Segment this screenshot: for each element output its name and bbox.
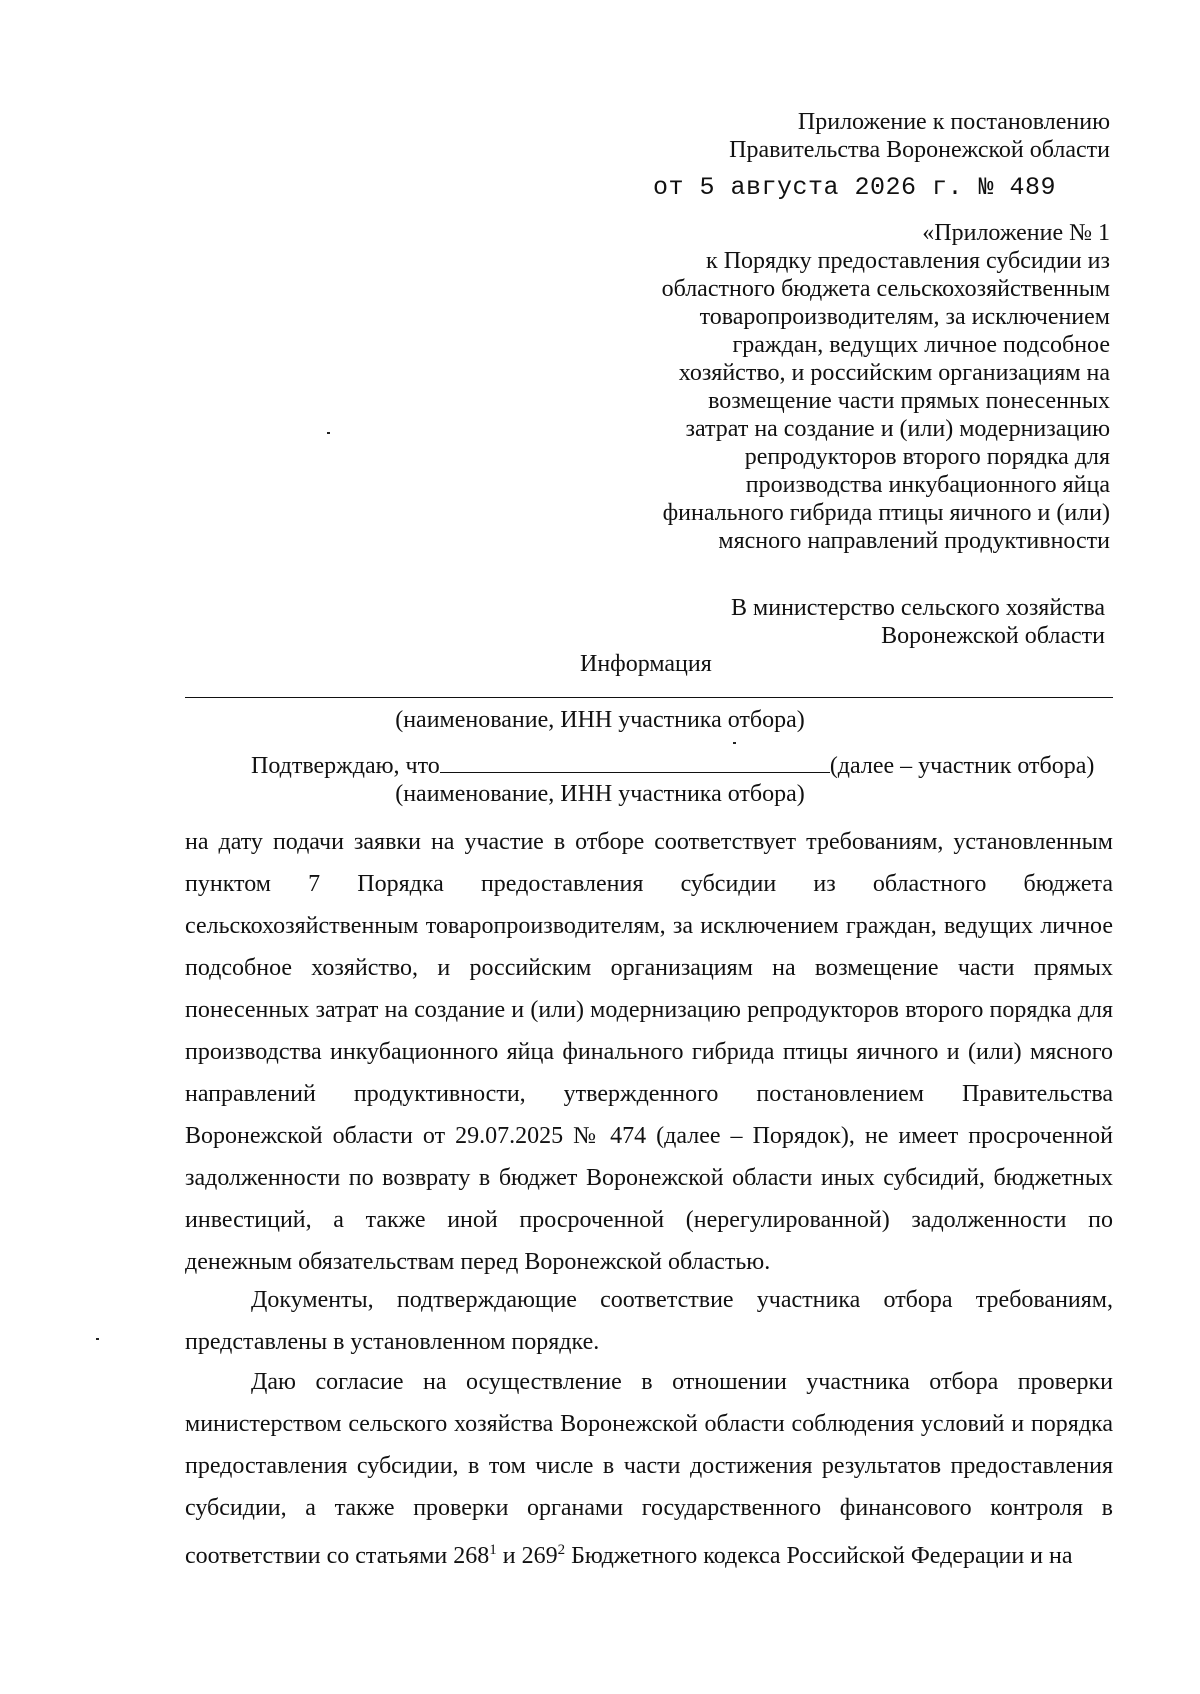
order-reference-line: товаропроизводителям, за исключением	[699, 304, 1110, 330]
order-reference-line: областного бюджета сельскохозяйственным	[661, 276, 1110, 302]
order-reference-line: к Порядку предоставления субсидии из	[706, 248, 1110, 274]
fill-in-caption: (наименование, ИНН участника отбора)	[395, 707, 805, 733]
appendix-header-line: Приложение к постановлению	[797, 109, 1110, 135]
order-reference-line: мясного направлений продуктивности	[718, 528, 1110, 554]
paragraph-documents-text: Документы, подтверждающие соответствие участника отбора требованиям, представлены в установленном порядке.	[185, 1287, 1113, 1355]
paragraph-consent-end: Бюджетного кодекса Российской Федерации и на	[565, 1543, 1073, 1569]
order-reference-line: возмещение части прямых понесенных	[708, 388, 1110, 414]
scan-speck	[96, 1338, 99, 1340]
order-reference-line: хозяйство, и российским организациям на	[678, 360, 1110, 386]
confirmation-row	[185, 752, 1113, 780]
superscript: 1	[489, 1542, 497, 1558]
paragraph-compliance: на дату подачи заявки на участие в отборе соответствует требованиям, установленным пунктом 7 Порядка предоставления субсидии из областного бюджета сельскохозяйственным товаропроизводителям, за исключением граждан, ведущих личное подсобное хозяйство, и российским организациям на возмещение части прямых понесенных затрат на создание и (или) модернизацию репродукторов второго порядка для производства инкубационного яйца финального гибрида птицы яичного и (или) мясного направлений продуктивности, утвержденного постановлением Правительства Воронежской области от 29.07.2025 № 474 (далее – Порядок), не имеет просроченной задолженности по возврату в бюджет Воронежской области иных субсидий, бюджетных инвестиций, а также иной просроченной (нерегулированной) задолженности по денежным обязательствам перед Воронежской областью.	[185, 829, 1113, 1275]
appendix-header-line: Правительства Воронежской области	[729, 137, 1110, 163]
document-title: Информация	[580, 651, 712, 677]
order-reference-line: репродукторов второго порядка для	[744, 444, 1110, 470]
order-reference-line: производства инкубационного яйца	[745, 472, 1110, 498]
addressee-block	[731, 594, 1105, 650]
participant-blank	[440, 752, 830, 773]
appendix-header	[729, 108, 1110, 164]
order-reference-line: затрат на создание и (или) модернизацию	[685, 416, 1110, 442]
order-reference-block	[662, 219, 1110, 555]
paragraph-consent	[185, 1361, 1113, 1577]
confirmation-prefix: Подтверждаю, что	[251, 753, 440, 779]
order-reference-line: финального гибрида птицы яичного и (или)	[662, 500, 1110, 526]
fill-in-line	[185, 697, 1113, 698]
paragraph-documents	[185, 1279, 1113, 1363]
superscript: 2	[557, 1542, 566, 1558]
scan-speck	[733, 742, 736, 744]
order-reference-line: «Приложение № 1	[922, 220, 1110, 246]
paragraph-consent-start: Даю согласие на осуществление в отношении участника отбора проверки министерством сельского хозяйства Воронежской области соблюдения условий и порядка предоставления субсидии, в том числе в части достижения результатов предоставления субсидии, а также проверки органами государственного финансового контроля в соответствии со статьями 268	[185, 1369, 1113, 1569]
scan-speck	[327, 432, 330, 434]
addressee-line: В министерство сельского хозяйства	[731, 595, 1105, 621]
date-number-stamp: от 5 августа 2026 г. № 489	[653, 173, 1057, 202]
addressee-line: Воронежской области	[881, 623, 1105, 649]
confirmation-suffix: (далее – участник отбора)	[829, 753, 1095, 779]
order-reference-line: граждан, ведущих личное подсобное	[732, 332, 1110, 358]
paragraph-consent-mid: и 269	[496, 1543, 558, 1569]
participant-caption: (наименование, ИНН участника отбора)	[395, 781, 805, 807]
